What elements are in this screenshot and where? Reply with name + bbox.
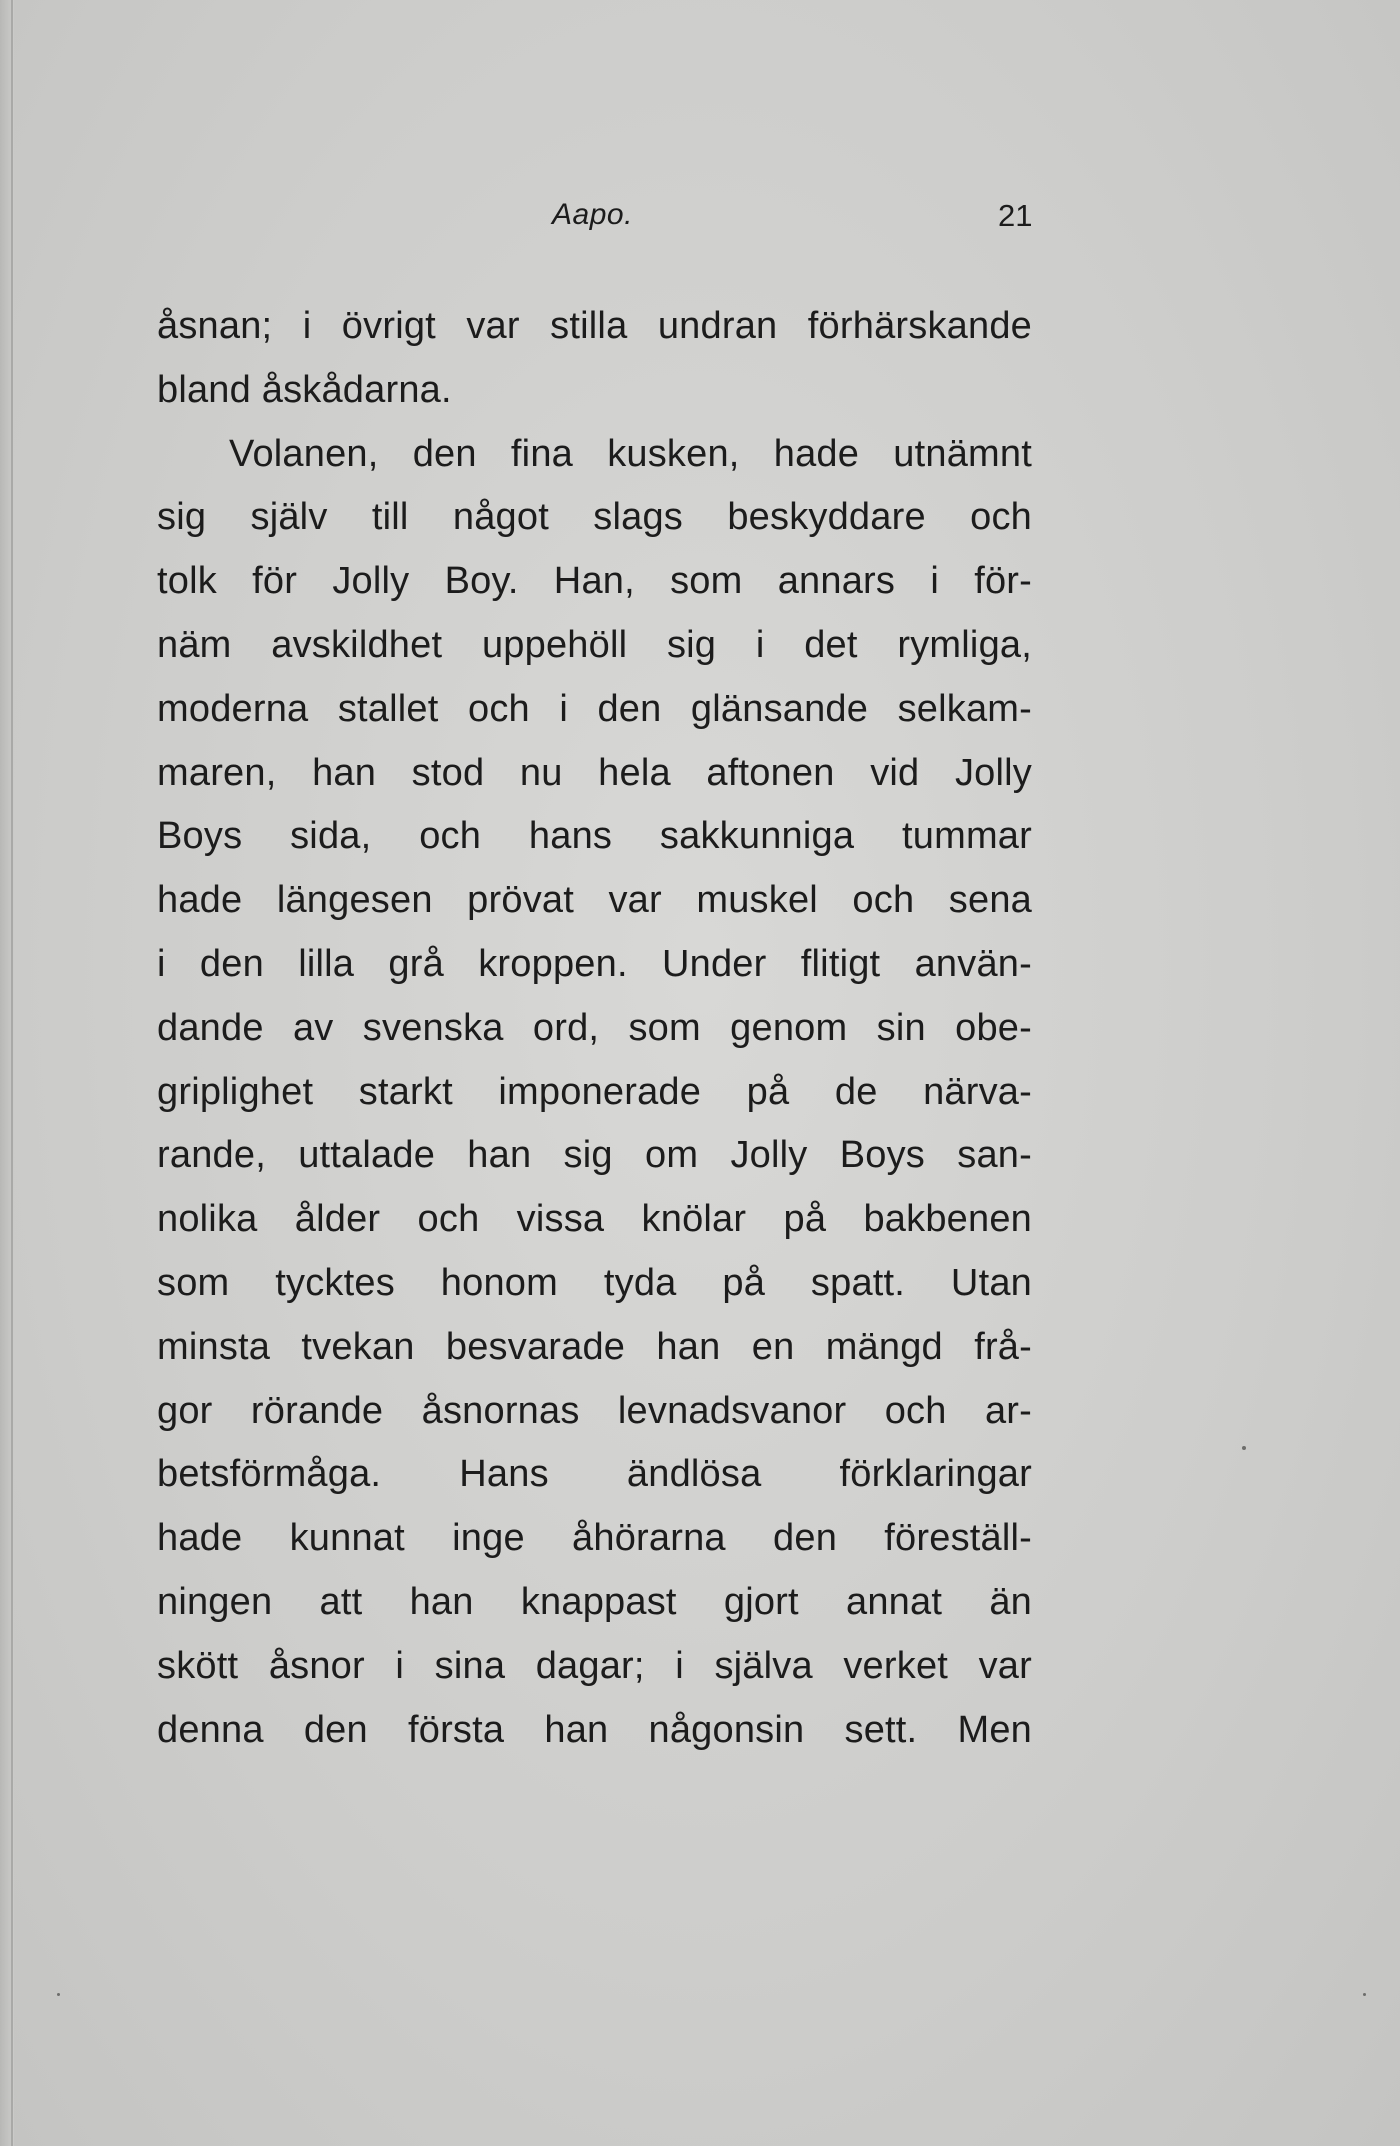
paper-speck (1363, 1993, 1366, 1996)
text-line: ningen att han knappast gjort annat än (157, 1580, 1032, 1623)
body-text (157, 295, 1032, 1762)
text-line: hade kunnat inge åhörarna den föreställ- (157, 1517, 1032, 1560)
text-line: moderna stallet och i den glänsande selkam- (157, 687, 1032, 730)
paper-speck (1242, 1446, 1246, 1450)
page-number: 21 (998, 198, 1033, 233)
text-line: Volanen, den fina kusken, hade utnämnt (229, 432, 1032, 475)
text-line: minsta tvekan besvarade han en mängd frå- (157, 1325, 1032, 1368)
page-edge-line (11, 0, 13, 2146)
text-line: näm avskildhet uppehöll sig i det rymliga, (157, 623, 1032, 666)
text-line: rande, uttalade han sig om Jolly Boys san- (157, 1134, 1032, 1177)
text-line: sig själv till något slags beskyddare och (157, 496, 1032, 539)
text-line: hade längesen prövat var muskel och sena (157, 879, 1032, 922)
text-line: skött åsnor i sina dagar; i själva verket var (157, 1644, 1032, 1687)
paper-speck (57, 1993, 60, 1996)
page-header (0, 198, 1400, 248)
text-line: Boys sida, och hans sakkunniga tummar (157, 815, 1032, 858)
text-line: maren, han stod nu hela aftonen vid Jolly (157, 751, 1032, 794)
text-line: åsnan; i övrigt var stilla undran förhärskande (157, 305, 1032, 347)
text-line: griplighet starkt imponerade på de närva- (157, 1070, 1032, 1113)
text-line: denna den första han någonsin sett. Men (157, 1708, 1032, 1751)
text-line: som tycktes honom tyda på spatt. Utan (157, 1261, 1032, 1304)
text-line: i den lilla grå kroppen. Under flitigt använ- (157, 942, 1032, 985)
text-line: nolika ålder och vissa knölar på bakbenen (157, 1198, 1032, 1241)
text-line: tolk för Jolly Boy. Han, som annars i för- (157, 560, 1032, 603)
text-line: betsförmåga. Hans ändlösa förklaringar (157, 1453, 1032, 1496)
text-line: gor rörande åsnornas levnadsvanor och ar- (157, 1389, 1032, 1432)
running-head: Aapo. (552, 198, 633, 231)
text-line: dande av svenska ord, som genom sin obe- (157, 1006, 1032, 1049)
text-line: bland åskådarna. (157, 368, 452, 411)
